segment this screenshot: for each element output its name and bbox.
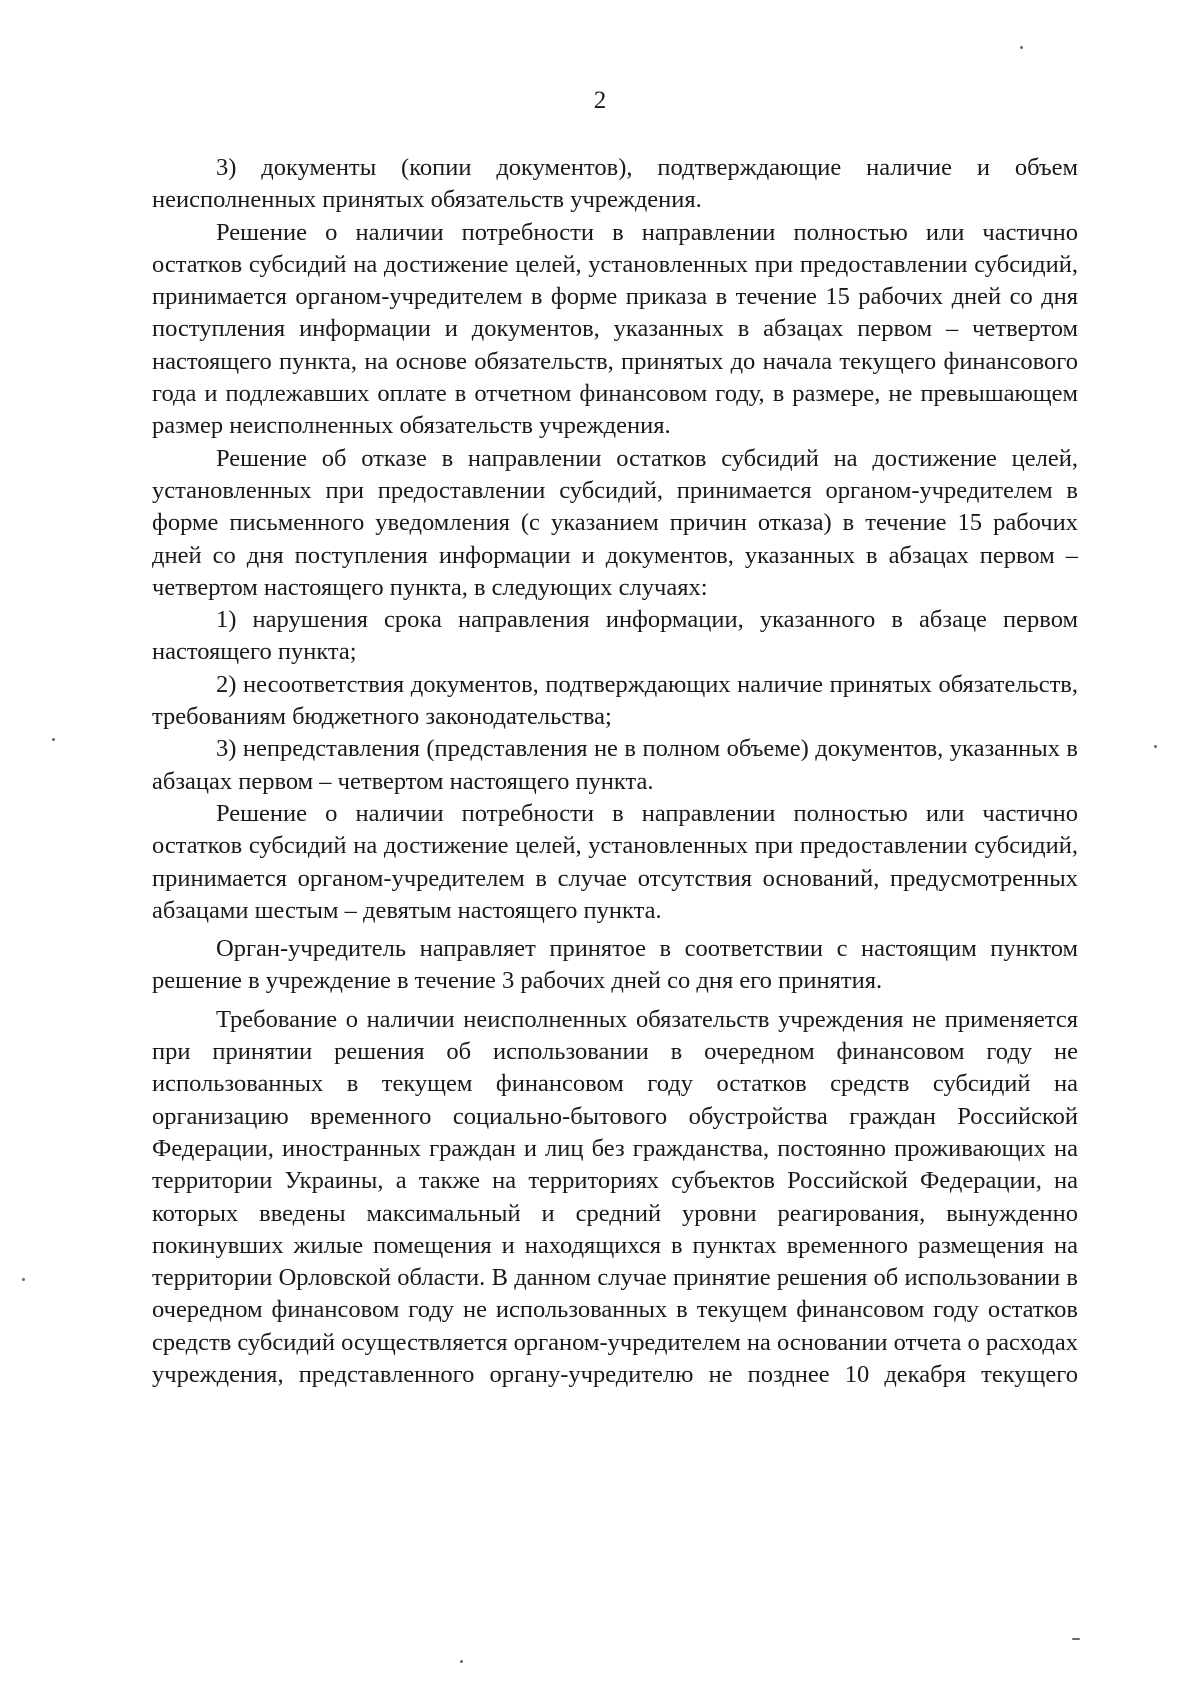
- list-item-refusal-1: 1) нарушения срока направления информации, указанного в абзаце первом настоящего пункта;: [152, 606, 1078, 666]
- scan-speck: [460, 1660, 463, 1663]
- paragraph-documents-item-3: 3) документы (копии документов), подтверждающие наличие и объем неисполненных принятых обязательств учреждения.: [152, 154, 1078, 214]
- page-number: 2: [593, 87, 607, 114]
- scan-speck: [1154, 745, 1157, 748]
- scan-speck: [1072, 1638, 1080, 1640]
- scan-speck: [52, 738, 55, 741]
- paragraph-decision-need-absence: Решение о наличии потребности в направлении полностью или частично остатков субсидий на достижение целей, установленных при предоставлении субсидий, принимается органом-учредителем в случае отсутствия оснований, предусмотренных абзацами шестым – девятым настоящего пункта.: [152, 799, 1078, 924]
- scan-speck: [22, 1278, 25, 1281]
- list-item-refusal-3: 3) непредставления (представления не в полном объеме) документов, указанных в абзацах первом – четвертом настоящего пункта.: [152, 735, 1078, 795]
- scan-speck: [1020, 46, 1023, 49]
- paragraph-founder-sends-decision: Орган-учредитель направляет принятое в соответствии с настоящим пунктом решение в учреждение в течение 3 рабочих дней со дня его принятия.: [152, 935, 1078, 995]
- paragraph-requirement-exception: Требование о наличии неисполненных обязательств учреждения не применяется при принятии решения об использовании в очередном финансовом году не использованных в текущем финансовом году остатков средств субсидий на организацию временного социально-бытового обустройства граждан Российской Федерации, иностранных граждан и лиц без гражданства, постоянно проживающих на территории Украины, а также на территориях субъектов Российской Федерации, на которых введены максимальный и средний уровни реагирования, вынужденно покинувших жилые помещения и находящихся в пунктах временного размещения на территории Орловской области. В данном случае принятие решения об использовании в очередном финансовом году не использованных в текущем финансовом году остатков средств субсидий осуществляется органом-учредителем на основании отчета о расходах учреждения, представленного органу-учредителю не позднее 10 декабря текущего: [152, 1005, 1078, 1388]
- paragraph-decision-refusal: Решение об отказе в направлении остатков субсидий на достижение целей, установленных при предоставлении субсидий, принимается органом-учредителем в форме письменного уведомления (с указанием причин отказа) в течение 15 рабочих дней со дня поступления информации и документов, указанных в абзацах первом – четвертом настоящего пункта, в следующих случаях:: [152, 444, 1078, 601]
- list-item-refusal-2: 2) несоответствия документов, подтверждающих наличие принятых обязательств, требованиям бюджетного законодательства;: [152, 670, 1078, 731]
- document-body: [152, 152, 1078, 1391]
- paragraph-decision-need: Решение о наличии потребности в направлении полностью или частично остатков субсидий на достижение целей, установленных при предоставлении субсидий, принимается органом-учредителем в форме приказа в течение 15 рабочих дней со дня поступления информации и документов, указанных в абзацах первом – четвертом настоящего пункта, на основе обязательств, принятых до начала текущего финансового года и подлежавших оплате в отчетном финансовом году, в размере, не превышающем размер неисполненных обязательств учреждения.: [152, 218, 1078, 440]
